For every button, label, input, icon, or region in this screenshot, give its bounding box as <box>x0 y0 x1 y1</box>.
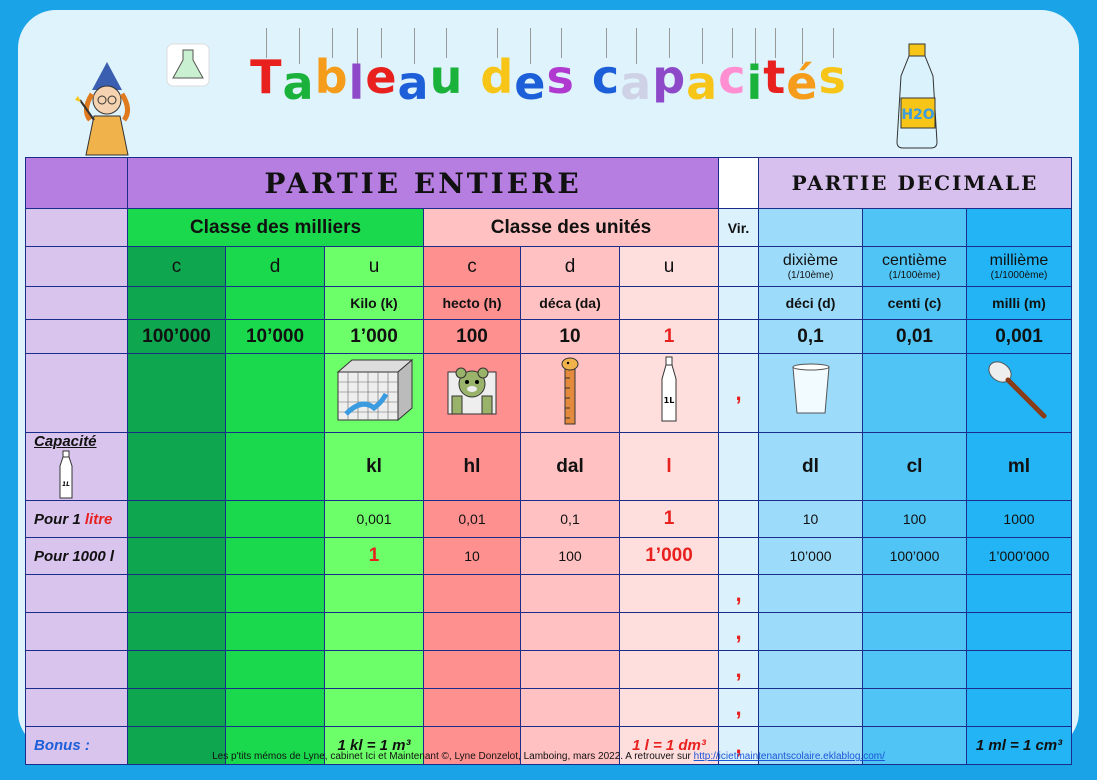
value-cell: 1’000 <box>325 320 424 354</box>
label-cell <box>26 209 128 247</box>
bonus-label: Bonus : <box>26 727 128 765</box>
title-letter: e <box>514 56 547 110</box>
conversion-cell: 1000 <box>967 501 1072 538</box>
value-cell: 10’000 <box>226 320 325 354</box>
conversion-cell: 100’000 <box>863 538 967 575</box>
unit-cell: cl <box>863 433 967 501</box>
conversion-cell: 1 <box>325 538 424 575</box>
title-letter: a <box>282 56 315 110</box>
value-cell: 1 <box>620 320 719 354</box>
unit-cell: ml <box>967 433 1072 501</box>
col-c-milliers: c <box>128 247 226 287</box>
title-letter: i <box>746 56 764 110</box>
footer <box>0 751 1097 762</box>
comma-mark: , <box>719 575 759 613</box>
svg-text:H2O: H2O <box>901 107 935 123</box>
spoon-icon <box>967 354 1072 433</box>
unit-cell: hl <box>424 433 521 501</box>
giraffe-ruler-icon <box>521 354 620 433</box>
pour-1000-l-label: Pour 1000 l <box>26 538 128 575</box>
value-cell: 0,1 <box>759 320 863 354</box>
col-u-unites: u <box>620 247 719 287</box>
comma-mark: , <box>719 727 759 765</box>
title-letter <box>463 56 480 110</box>
title-letter: c <box>591 50 621 104</box>
water-bottle-illustration <box>887 42 947 152</box>
prefix-deca: déca (da) <box>521 287 620 320</box>
vir-spacer <box>719 158 759 209</box>
empty-row <box>26 689 1072 727</box>
prefix-milli: milli (m) <box>967 287 1072 320</box>
corner-cell <box>26 158 128 209</box>
conversion-cell: 10 <box>424 538 521 575</box>
title-letter: e <box>365 50 398 104</box>
title-letter: b <box>314 50 349 104</box>
pour-1-litre-label: Pour 1 litre <box>26 501 128 538</box>
title-letter: a <box>620 56 653 110</box>
value-cell: 10 <box>521 320 620 354</box>
conversion-cell: 10 <box>759 501 863 538</box>
unit-cell: l <box>620 433 719 501</box>
conversion-cell: 1’000’000 <box>967 538 1072 575</box>
title-letter: u <box>429 50 464 104</box>
title-letter: é <box>786 56 819 110</box>
flask-illustration <box>165 42 211 88</box>
partie-entiere-header: PARTIE ENTIERE <box>128 158 719 209</box>
vir-header: Vir. <box>719 209 759 247</box>
conversion-cell: 100 <box>521 538 620 575</box>
empty-row <box>26 651 1072 689</box>
value-cell: 100’000 <box>128 320 226 354</box>
title-letter: s <box>818 50 847 104</box>
footer-text: Les p'tits mémos de Lyne, cabinet Ici et Maintenant ©, Lyne Donzelot, Lamboing, mars 2022. A retrouver sur <box>212 751 694 762</box>
label-cell <box>26 247 128 287</box>
title-letter: p <box>652 50 687 104</box>
liter-bottle-icon <box>620 354 719 433</box>
col-d-unites: d <box>521 247 620 287</box>
title-letter: t <box>763 50 787 104</box>
glass-icon <box>759 354 863 433</box>
col-dixieme: dixième (1/10ème) <box>759 247 863 287</box>
title-letter: d <box>480 50 515 104</box>
empty-row <box>26 575 1072 613</box>
unit-cell: dal <box>521 433 620 501</box>
title-letter: a <box>686 56 719 110</box>
wizard-girl-illustration <box>72 60 142 160</box>
unit-cell: dl <box>759 433 863 501</box>
prefix-hecto: hecto (h) <box>424 287 521 320</box>
partie-decimale-header: PARTIE DECIMALE <box>759 158 1072 209</box>
col-millieme: millième (1/1000ème) <box>967 247 1072 287</box>
bonus-kl: 1 kl = 1 m³ <box>325 727 424 765</box>
title-letter: l <box>348 56 366 110</box>
conversion-cell: 10’000 <box>759 538 863 575</box>
col-c-unites: c <box>424 247 521 287</box>
value-cell: 0,001 <box>967 320 1072 354</box>
svg-text:1L: 1L <box>62 481 70 488</box>
comma-mark: , <box>719 651 759 689</box>
bonus-ml: 1 ml = 1 cm³ <box>967 727 1072 765</box>
conversion-cell: 0,1 <box>521 501 620 538</box>
bonus-l: 1 l = 1 dm³ <box>620 727 719 765</box>
capacite-label: Capacité 1L <box>26 433 128 501</box>
classe-milliers-header: Classe des milliers <box>128 209 424 247</box>
value-cell: 0,01 <box>863 320 967 354</box>
col-u-milliers: u <box>325 247 424 287</box>
prefix-kilo: Kilo (k) <box>325 287 424 320</box>
comma-mark: , <box>719 689 759 727</box>
title-letter: T <box>250 50 283 104</box>
title-letter: a <box>397 56 430 110</box>
footer-link[interactable]: http://icietmaintenantscolaire.eklablog.com/ <box>693 751 885 762</box>
unit-cell: kl <box>325 433 424 501</box>
col-d-milliers: d <box>226 247 325 287</box>
title-letter: c <box>718 50 747 104</box>
value-cell: 100 <box>424 320 521 354</box>
title-letter: s <box>546 50 575 104</box>
conversion-cell: 1 <box>620 501 719 538</box>
col-centieme: centième (1/100ème) <box>863 247 967 287</box>
comma-mark: , <box>719 613 759 651</box>
prefix-centi: centi (c) <box>863 287 967 320</box>
capacity-table <box>25 157 1072 765</box>
conversion-cell: 1’000 <box>620 538 719 575</box>
empty-row <box>26 613 1072 651</box>
conversion-cell: 100 <box>863 501 967 538</box>
title-letter <box>575 56 592 110</box>
conversion-cell: 0,01 <box>424 501 521 538</box>
cube-icon <box>325 354 424 433</box>
conversion-cell: 0,001 <box>325 501 424 538</box>
prefix-deci: déci (d) <box>759 287 863 320</box>
classe-unites-header: Classe des unités <box>424 209 719 247</box>
small-bottle-icon <box>58 450 74 500</box>
bear-icon <box>424 354 521 433</box>
svg-text:1L: 1L <box>663 396 675 405</box>
comma-mark: , <box>719 354 759 433</box>
